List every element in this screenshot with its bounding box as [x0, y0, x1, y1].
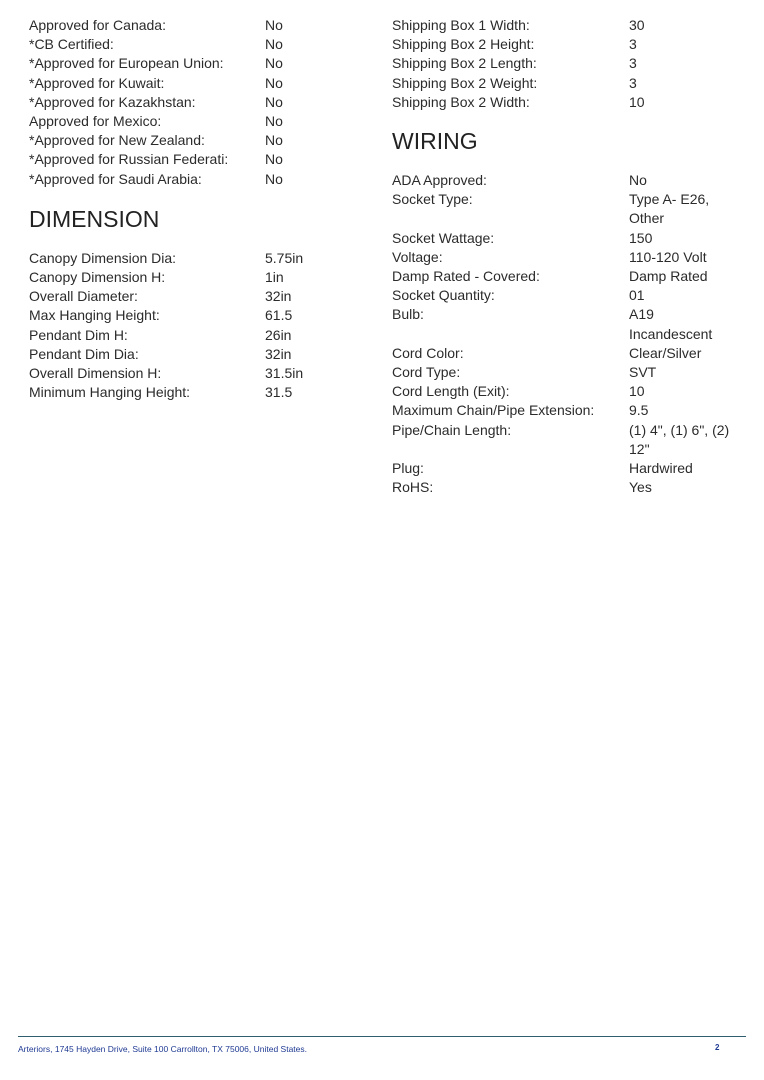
- approval-label: *Approved for Russian Federati:: [29, 151, 229, 168]
- dimension-row: [29, 306, 359, 325]
- approval-row: [29, 170, 359, 189]
- wiring-row: [392, 421, 742, 459]
- approval-row: [29, 35, 359, 54]
- shipping-row: [392, 54, 742, 73]
- wiring-row: [392, 382, 742, 401]
- wiring-label: ADA Approved:: [392, 172, 487, 189]
- approval-value: No: [265, 17, 283, 33]
- approval-label: Approved for Mexico:: [29, 113, 162, 130]
- wiring-value: [629, 305, 742, 343]
- wiring-row: [392, 248, 742, 267]
- wiring-label: Socket Wattage:: [392, 229, 495, 246]
- wiring-value-line: A19: [629, 306, 654, 323]
- wiring-value: 10: [629, 383, 645, 400]
- wiring-label: Plug:: [392, 460, 424, 477]
- approval-label: *Approved for Kazakhstan:: [29, 93, 196, 110]
- dimension-row: [29, 345, 359, 364]
- wiring-value: Hardwired: [629, 460, 693, 477]
- dimension-label: Canopy Dimension Dia:: [29, 249, 177, 266]
- wiring-value: 150: [629, 229, 653, 246]
- dimension-value: 61.5: [265, 307, 293, 324]
- wiring-value: Damp Rated: [629, 268, 708, 285]
- dimension-row: [29, 383, 359, 402]
- wiring-label: Cord Length (Exit):: [392, 383, 510, 400]
- approval-row: [29, 112, 359, 131]
- dimension-label: Canopy Dimension H:: [29, 269, 166, 286]
- dimension-value: 32in: [265, 345, 292, 362]
- shipping-label: Shipping Box 2 Weight:: [392, 74, 538, 91]
- wiring-value: SVT: [629, 364, 657, 381]
- wiring-row: [392, 363, 742, 382]
- approvals-list: [29, 16, 359, 189]
- wiring-heading: WIRING: [392, 128, 478, 155]
- wiring-value: [629, 421, 742, 459]
- wiring-row: [392, 190, 742, 228]
- shipping-label: Shipping Box 2 Height:: [392, 36, 535, 53]
- approval-label: *CB Certified:: [29, 36, 114, 53]
- wiring-value: 01: [629, 287, 645, 304]
- dimension-value: 32in: [265, 288, 292, 305]
- shipping-list: [392, 16, 742, 112]
- dimension-row: [29, 326, 359, 345]
- wiring-row: [392, 267, 742, 286]
- wiring-value: 9.5: [629, 402, 649, 419]
- shipping-row: [392, 74, 742, 93]
- approval-value: No: [265, 170, 283, 187]
- wiring-label: Socket Type:: [392, 191, 473, 208]
- wiring-label: Socket Quantity:: [392, 287, 495, 304]
- approval-label: *Approved for European Union:: [29, 55, 224, 72]
- dimension-list: [29, 249, 359, 403]
- wiring-value: No: [629, 172, 647, 189]
- dimension-value: 31.5: [265, 384, 293, 401]
- shipping-value: 3: [629, 36, 637, 53]
- dimension-row: [29, 249, 359, 268]
- dimension-row: [29, 364, 359, 383]
- dimension-label: Max Hanging Height:: [29, 307, 160, 324]
- approval-row: [29, 74, 359, 93]
- wiring-label: Pipe/Chain Length:: [392, 421, 512, 438]
- wiring-row: [392, 305, 742, 343]
- approval-value: No: [265, 55, 283, 72]
- wiring-row: [392, 171, 742, 190]
- dimension-label: Pendant Dim H:: [29, 326, 128, 343]
- wiring-value-line: Type A- E26,: [629, 191, 710, 208]
- dimension-value: 1in: [265, 269, 284, 286]
- approval-label: *Approved for Saudi Arabia:: [29, 170, 202, 187]
- wiring-label: Cord Color:: [392, 344, 464, 361]
- wiring-label: Maximum Chain/Pipe Extension:: [392, 402, 595, 419]
- wiring-row: [392, 344, 742, 363]
- wiring-value-line: Other: [629, 210, 665, 227]
- wiring-value: [629, 190, 742, 228]
- shipping-row: [392, 93, 742, 112]
- approval-label: *Approved for New Zealand:: [29, 132, 205, 149]
- approval-value: No: [265, 113, 283, 130]
- wiring-value-line: 12": [629, 440, 650, 457]
- approval-value: No: [265, 36, 283, 53]
- shipping-label: Shipping Box 2 Width:: [392, 93, 530, 110]
- wiring-value-line: (1) 4", (1) 6", (2): [629, 421, 730, 438]
- shipping-value: 3: [629, 55, 637, 72]
- dimension-label: Minimum Hanging Height:: [29, 384, 191, 401]
- approval-row: [29, 16, 359, 35]
- dimension-row: [29, 287, 359, 306]
- approval-value: No: [265, 93, 283, 110]
- approval-value: No: [265, 74, 283, 91]
- footer-divider: [18, 1036, 746, 1037]
- approval-label: *Approved for Kuwait:: [29, 74, 165, 91]
- wiring-row: [392, 286, 742, 305]
- dimension-value: 31.5in: [265, 365, 304, 382]
- dimension-row: [29, 268, 359, 287]
- approval-row: [29, 131, 359, 150]
- wiring-label: Damp Rated - Covered:: [392, 268, 540, 285]
- wiring-label: Cord Type:: [392, 364, 461, 381]
- dimension-label: Pendant Dim Dia:: [29, 345, 139, 362]
- approval-label: Approved for Canada:: [29, 17, 166, 33]
- wiring-row: [392, 401, 742, 420]
- wiring-row: [392, 229, 742, 248]
- shipping-row: [392, 35, 742, 54]
- shipping-label: Shipping Box 1 Width:: [392, 17, 530, 33]
- wiring-list: [392, 171, 742, 497]
- dimension-label: Overall Dimension H:: [29, 365, 162, 382]
- approval-row: [29, 93, 359, 112]
- shipping-value: 10: [629, 93, 645, 110]
- wiring-value: Clear/Silver: [629, 344, 702, 361]
- wiring-value: 110-120 Volt: [629, 248, 707, 265]
- wiring-value: Yes: [629, 479, 652, 496]
- approval-value: No: [265, 151, 283, 168]
- shipping-value: 3: [629, 74, 637, 91]
- wiring-row: [392, 478, 742, 497]
- right-column: [392, 16, 742, 497]
- page-number: 2: [715, 1043, 720, 1052]
- dimension-value: 5.75in: [265, 249, 304, 266]
- wiring-label: RoHS:: [392, 479, 434, 496]
- approval-row: [29, 150, 359, 169]
- left-column: [29, 16, 359, 402]
- shipping-label: Shipping Box 2 Length:: [392, 55, 537, 72]
- dimension-heading: DIMENSION: [29, 205, 160, 232]
- shipping-value: 30: [629, 17, 645, 33]
- wiring-value-line: Incandescent: [629, 325, 713, 342]
- dimension-value: 26in: [265, 326, 292, 343]
- approval-row: [29, 54, 359, 73]
- footer-address: Arteriors, 1745 Hayden Drive, Suite 100 Carrollton, TX 75006, United States.: [18, 1044, 307, 1054]
- wiring-row: [392, 459, 742, 478]
- wiring-label: Bulb:: [392, 306, 424, 323]
- wiring-label: Voltage:: [392, 248, 443, 265]
- shipping-row: [392, 16, 742, 35]
- approval-value: No: [265, 132, 283, 149]
- dimension-label: Overall Diameter:: [29, 288, 138, 305]
